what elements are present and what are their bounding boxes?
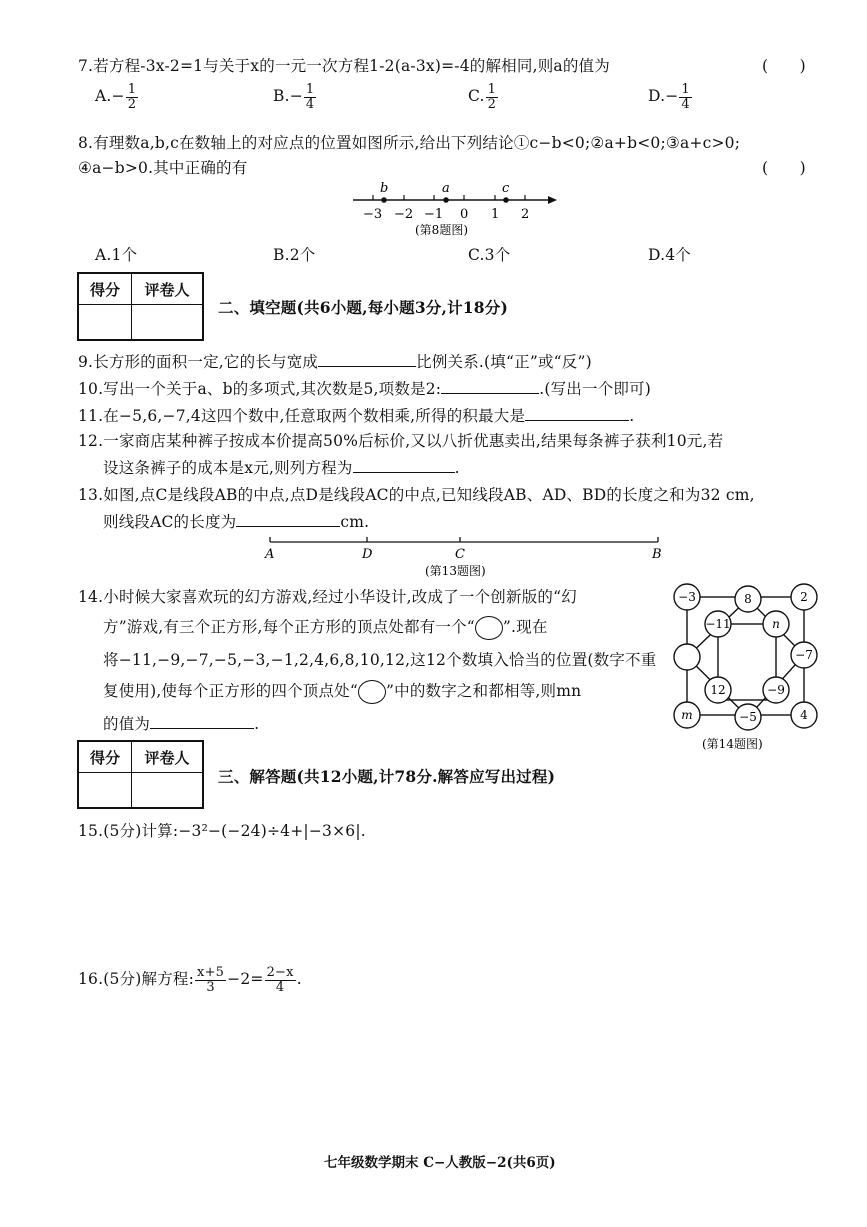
grader-label: 评卷人	[132, 273, 204, 305]
node-value: 8	[744, 592, 752, 606]
question-7-answer-bracket: ( )	[762, 57, 806, 75]
node-value: −3	[678, 590, 696, 604]
page-footer: 七年级数学期末 C−人教版−2(共6页)	[324, 1155, 556, 1171]
point-label-b: b	[380, 181, 389, 196]
node-value: 4	[800, 708, 808, 722]
circle-symbol	[358, 680, 386, 704]
q8-option-a: A.1个	[95, 246, 138, 264]
number-line-figure	[345, 180, 565, 240]
segment-figure	[260, 528, 670, 580]
question-14-line1: 14.小时候大家喜欢玩的幻方游戏,经过小华设计,改成了一个创新版的“幻	[78, 588, 577, 606]
node-value: n	[772, 617, 780, 631]
q8-option-b: B.2个	[273, 246, 316, 264]
tick-label: 1	[491, 207, 500, 222]
node-value: −7	[795, 648, 813, 662]
q7-option-a: A.− $\frac{1}{2}$	[95, 82, 137, 112]
grader-cell	[132, 305, 204, 341]
point-a-dot	[443, 197, 449, 203]
tick-label: −1	[424, 207, 444, 222]
question-8-line1: 8.有理数a,b,c在数轴上的对应点的位置如图所示,给出下列结论①c−b<0;②a+b<0;③a+c>0;	[78, 134, 741, 152]
question-14-line5: 的值为 .	[103, 715, 260, 733]
question-14-line2: 方”游戏,有三个正方形,每个正方形的顶点处都有一个“ ”.现在	[103, 615, 548, 640]
tick-label: 0	[460, 207, 469, 222]
answer-blank-10	[441, 379, 539, 394]
figure-13-caption: (第13题图)	[425, 564, 486, 578]
point-label-C: C	[455, 547, 465, 562]
question-11: 11.在−5,6,−7,4这四个数中,任意取两个数相乘,所得的积最大是 .	[78, 407, 635, 425]
magic-square-figure	[668, 580, 828, 760]
question-13-line2: 则线段AC的长度为 cm.	[103, 513, 370, 531]
node-value: −9	[767, 683, 785, 697]
point-b-dot	[381, 197, 387, 203]
answer-blank-9	[318, 352, 416, 367]
node-value: 2	[800, 590, 808, 604]
question-7-text: 7.若方程-3x-2=1与关于x的一元一次方程1-2(a-3x)=-4的解相同,则a的值为	[78, 57, 610, 75]
question-8-line2: ④a−b>0.其中正确的有	[78, 159, 248, 177]
score-label: 得分	[78, 741, 132, 773]
score-box-section-2	[77, 272, 204, 341]
point-label-D: D	[362, 547, 373, 562]
score-label: 得分	[78, 273, 132, 305]
answer-blank-14	[150, 714, 254, 729]
answer-blank-12	[353, 458, 455, 473]
point-label-c: c	[502, 181, 510, 196]
question-15: 15.(5分)计算:−3²−(−24)÷4+|−3×6|.	[78, 822, 366, 840]
grader-cell	[132, 773, 204, 809]
q8-option-d: D.4个	[648, 246, 691, 264]
point-label-a: a	[442, 181, 450, 196]
answer-blank-13	[236, 512, 340, 527]
question-12-line2: 设这条裤子的成本是x元,则列方程为 .	[103, 459, 460, 477]
question-13-line1: 13.如图,点C是线段AB的中点,点D是线段AC的中点,已知线段AB、AD、BD的长度之和为32 cm,	[78, 486, 755, 504]
score-box-section-3	[77, 740, 204, 809]
tick-label: −3	[363, 207, 383, 222]
question-14-line3: 将−11,−9,−7,−5,−3,−1,2,4,6,8,10,12,这12个数填入恰当的位置(数字不重	[103, 651, 657, 669]
question-8-answer-bracket: ( )	[762, 159, 806, 177]
point-label-B: B	[652, 547, 662, 562]
node-value: −11	[705, 617, 731, 631]
q7-option-c: C. $\frac{1}{2}$	[468, 82, 497, 112]
q7-option-d: D.− $\frac{1}{4}$	[648, 82, 690, 112]
score-cell	[78, 305, 132, 341]
tick-label: −2	[394, 207, 414, 222]
figure-8-caption: (第8题图)	[415, 223, 468, 237]
grader-label: 评卷人	[132, 741, 204, 773]
point-c-dot	[503, 197, 509, 203]
question-10: 10.写出一个关于a、b的多项式,其次数是5,项数是2: .(写出一个即可)	[78, 380, 652, 398]
question-16: 16.(5分)解方程: $\frac{x+5}{3}$ −2= $\frac{2-x}{4}$ .	[78, 965, 302, 995]
q8-option-c: C.3个	[468, 246, 511, 264]
question-14-line4: 复使用),使每个正方形的四个顶点处“ ”中的数字之和都相等,则mn	[103, 679, 581, 704]
answer-blank-11	[525, 406, 629, 421]
question-12-line1: 12.一家商店某种裤子按成本价提高50%后标价,又以八折优惠卖出,结果每条裤子获利10元,若	[78, 432, 724, 450]
section-2-heading: 二、填空题(共6小题,每小题3分,计18分)	[218, 298, 509, 317]
node-value: −5	[739, 710, 757, 724]
tick-label: 2	[521, 207, 530, 222]
node-value: m	[681, 708, 693, 722]
figure-14-caption: (第14题图)	[702, 737, 763, 751]
circle-symbol	[475, 616, 503, 640]
score-cell	[78, 773, 132, 809]
point-label-A: A	[265, 547, 275, 562]
q7-option-b: B.− $\frac{1}{4}$	[273, 82, 315, 112]
section-3-heading: 三、解答题(共12小题,计78分.解答应写出过程)	[218, 767, 556, 786]
node-value: 12	[710, 683, 726, 697]
question-9: 9.长方形的面积一定,它的长与宽成 比例关系.(填“正”或“反”)	[78, 353, 592, 371]
